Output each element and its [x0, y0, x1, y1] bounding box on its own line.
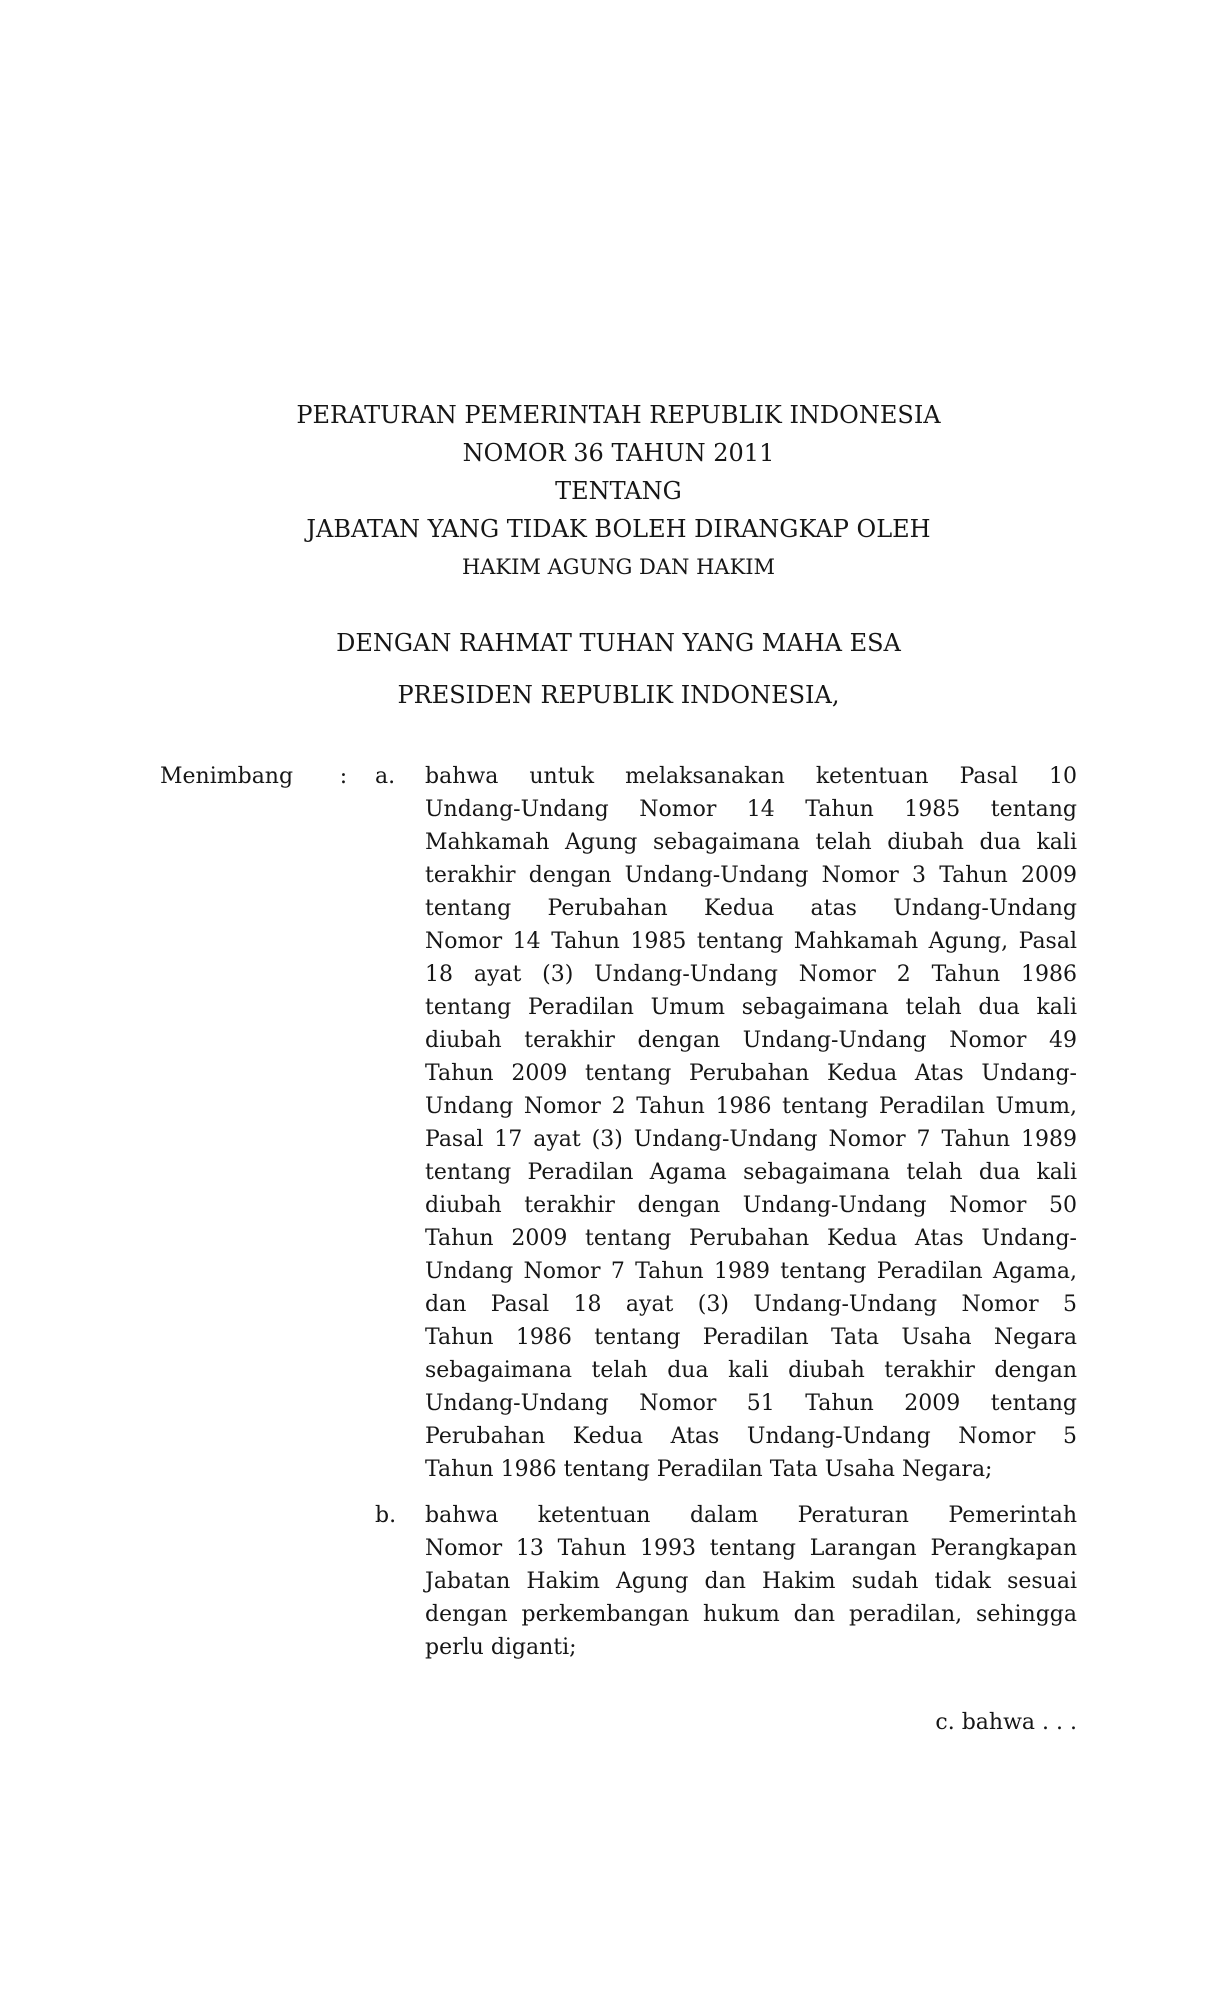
considering-item-b [375, 1499, 1077, 1664]
paragraph-line: Mahkamah Agung sebagaimana telah diubah dua kali [425, 830, 1077, 855]
paragraph-line: bahwa untuk melaksanakan ketentuan Pasal 10 [425, 764, 1077, 789]
invocation: DENGAN RAHMAT TUHAN YANG MAHA ESA [336, 629, 901, 657]
paragraph-line: Nomor 14 Tahun 1985 tentang Mahkamah Agung, Pasal [425, 929, 1077, 954]
considering-items [375, 760, 1077, 1664]
paragraph-line: diubah terakhir dengan Undang-Undang Nomor 49 [425, 1028, 1077, 1053]
paragraph-line: diubah terakhir dengan Undang-Undang Nomor 50 [425, 1193, 1077, 1218]
item-marker: b. [375, 1503, 397, 1528]
paragraph-line: dengan perkembangan hukum dan peradilan, sehingga [425, 1602, 1077, 1627]
document-title: PERATURAN PEMERINTAH REPUBLIK INDONESIA [296, 401, 941, 429]
paragraph-line: tentang Peradilan Agama sebagaimana telah dua kali [425, 1160, 1077, 1185]
catchword: c. bahwa . . . [935, 1710, 1077, 1735]
paragraph-line: Perubahan Kedua Atas Undang-Undang Nomor 5 [425, 1424, 1077, 1449]
considering-item-a [375, 760, 1077, 1486]
paragraph-line: Tahun 2009 tentang Perubahan Kedua Atas Undang- [425, 1226, 1077, 1251]
considering-colon: : [339, 764, 348, 789]
paragraph-line: Tahun 1986 tentang Peradilan Tata Usaha Negara; [425, 1457, 993, 1482]
paragraph-line: Nomor 13 Tahun 1993 tentang Larangan Perangkapan [425, 1536, 1077, 1561]
document-heading [160, 396, 1077, 714]
paragraph-line: perlu diganti; [425, 1635, 577, 1660]
considering-section [160, 760, 1077, 1664]
paragraph-line: tentang Perubahan Kedua atas Undang-Undang [425, 896, 1077, 921]
paragraph-line: Undang Nomor 7 Tahun 1989 tentang Peradilan Agama, [425, 1259, 1077, 1284]
paragraph-line: 18 ayat (3) Undang-Undang Nomor 2 Tahun 1986 [425, 962, 1077, 987]
authority-line: PRESIDEN REPUBLIK INDONESIA, [397, 681, 840, 709]
paragraph-line: Undang-Undang Nomor 51 Tahun 2009 tentang [425, 1391, 1077, 1416]
subject-line-1: JABATAN YANG TIDAK BOLEH DIRANGKAP OLEH [306, 515, 931, 543]
paragraph-line: dan Pasal 18 ayat (3) Undang-Undang Nomor 5 [425, 1292, 1077, 1317]
paragraph-line: Jabatan Hakim Agung dan Hakim sudah tidak sesuai [425, 1569, 1077, 1594]
paragraph-line: sebagaimana telah dua kali diubah terakhir dengan [425, 1358, 1077, 1383]
item-paragraph [425, 760, 1077, 1486]
item-paragraph [425, 1499, 1077, 1664]
item-marker: a. [375, 764, 396, 789]
tentang-label: TENTANG [555, 477, 682, 505]
subject-line-2: HAKIM AGUNG DAN HAKIM [461, 555, 776, 579]
paragraph-line: tentang Peradilan Umum sebagaimana telah dua kali [425, 995, 1077, 1020]
considering-label: Menimbang [160, 764, 294, 789]
paragraph-line: Undang Nomor 2 Tahun 1986 tentang Peradilan Umum, [425, 1094, 1077, 1119]
paragraph-line: Tahun 1986 tentang Peradilan Tata Usaha Negara [425, 1325, 1077, 1350]
paragraph-line: Tahun 2009 tentang Perubahan Kedua Atas Undang- [425, 1061, 1077, 1086]
paragraph-line: bahwa ketentuan dalam Peraturan Pemerintah [425, 1503, 1077, 1528]
document-number: NOMOR 36 TAHUN 2011 [462, 439, 775, 467]
paragraph-line: terakhir dengan Undang-Undang Nomor 3 Tahun 2009 [425, 863, 1077, 888]
paragraph-line: Pasal 17 ayat (3) Undang-Undang Nomor 7 Tahun 1989 [425, 1127, 1077, 1152]
paragraph-line: Undang-Undang Nomor 14 Tahun 1985 tentang [425, 797, 1077, 822]
